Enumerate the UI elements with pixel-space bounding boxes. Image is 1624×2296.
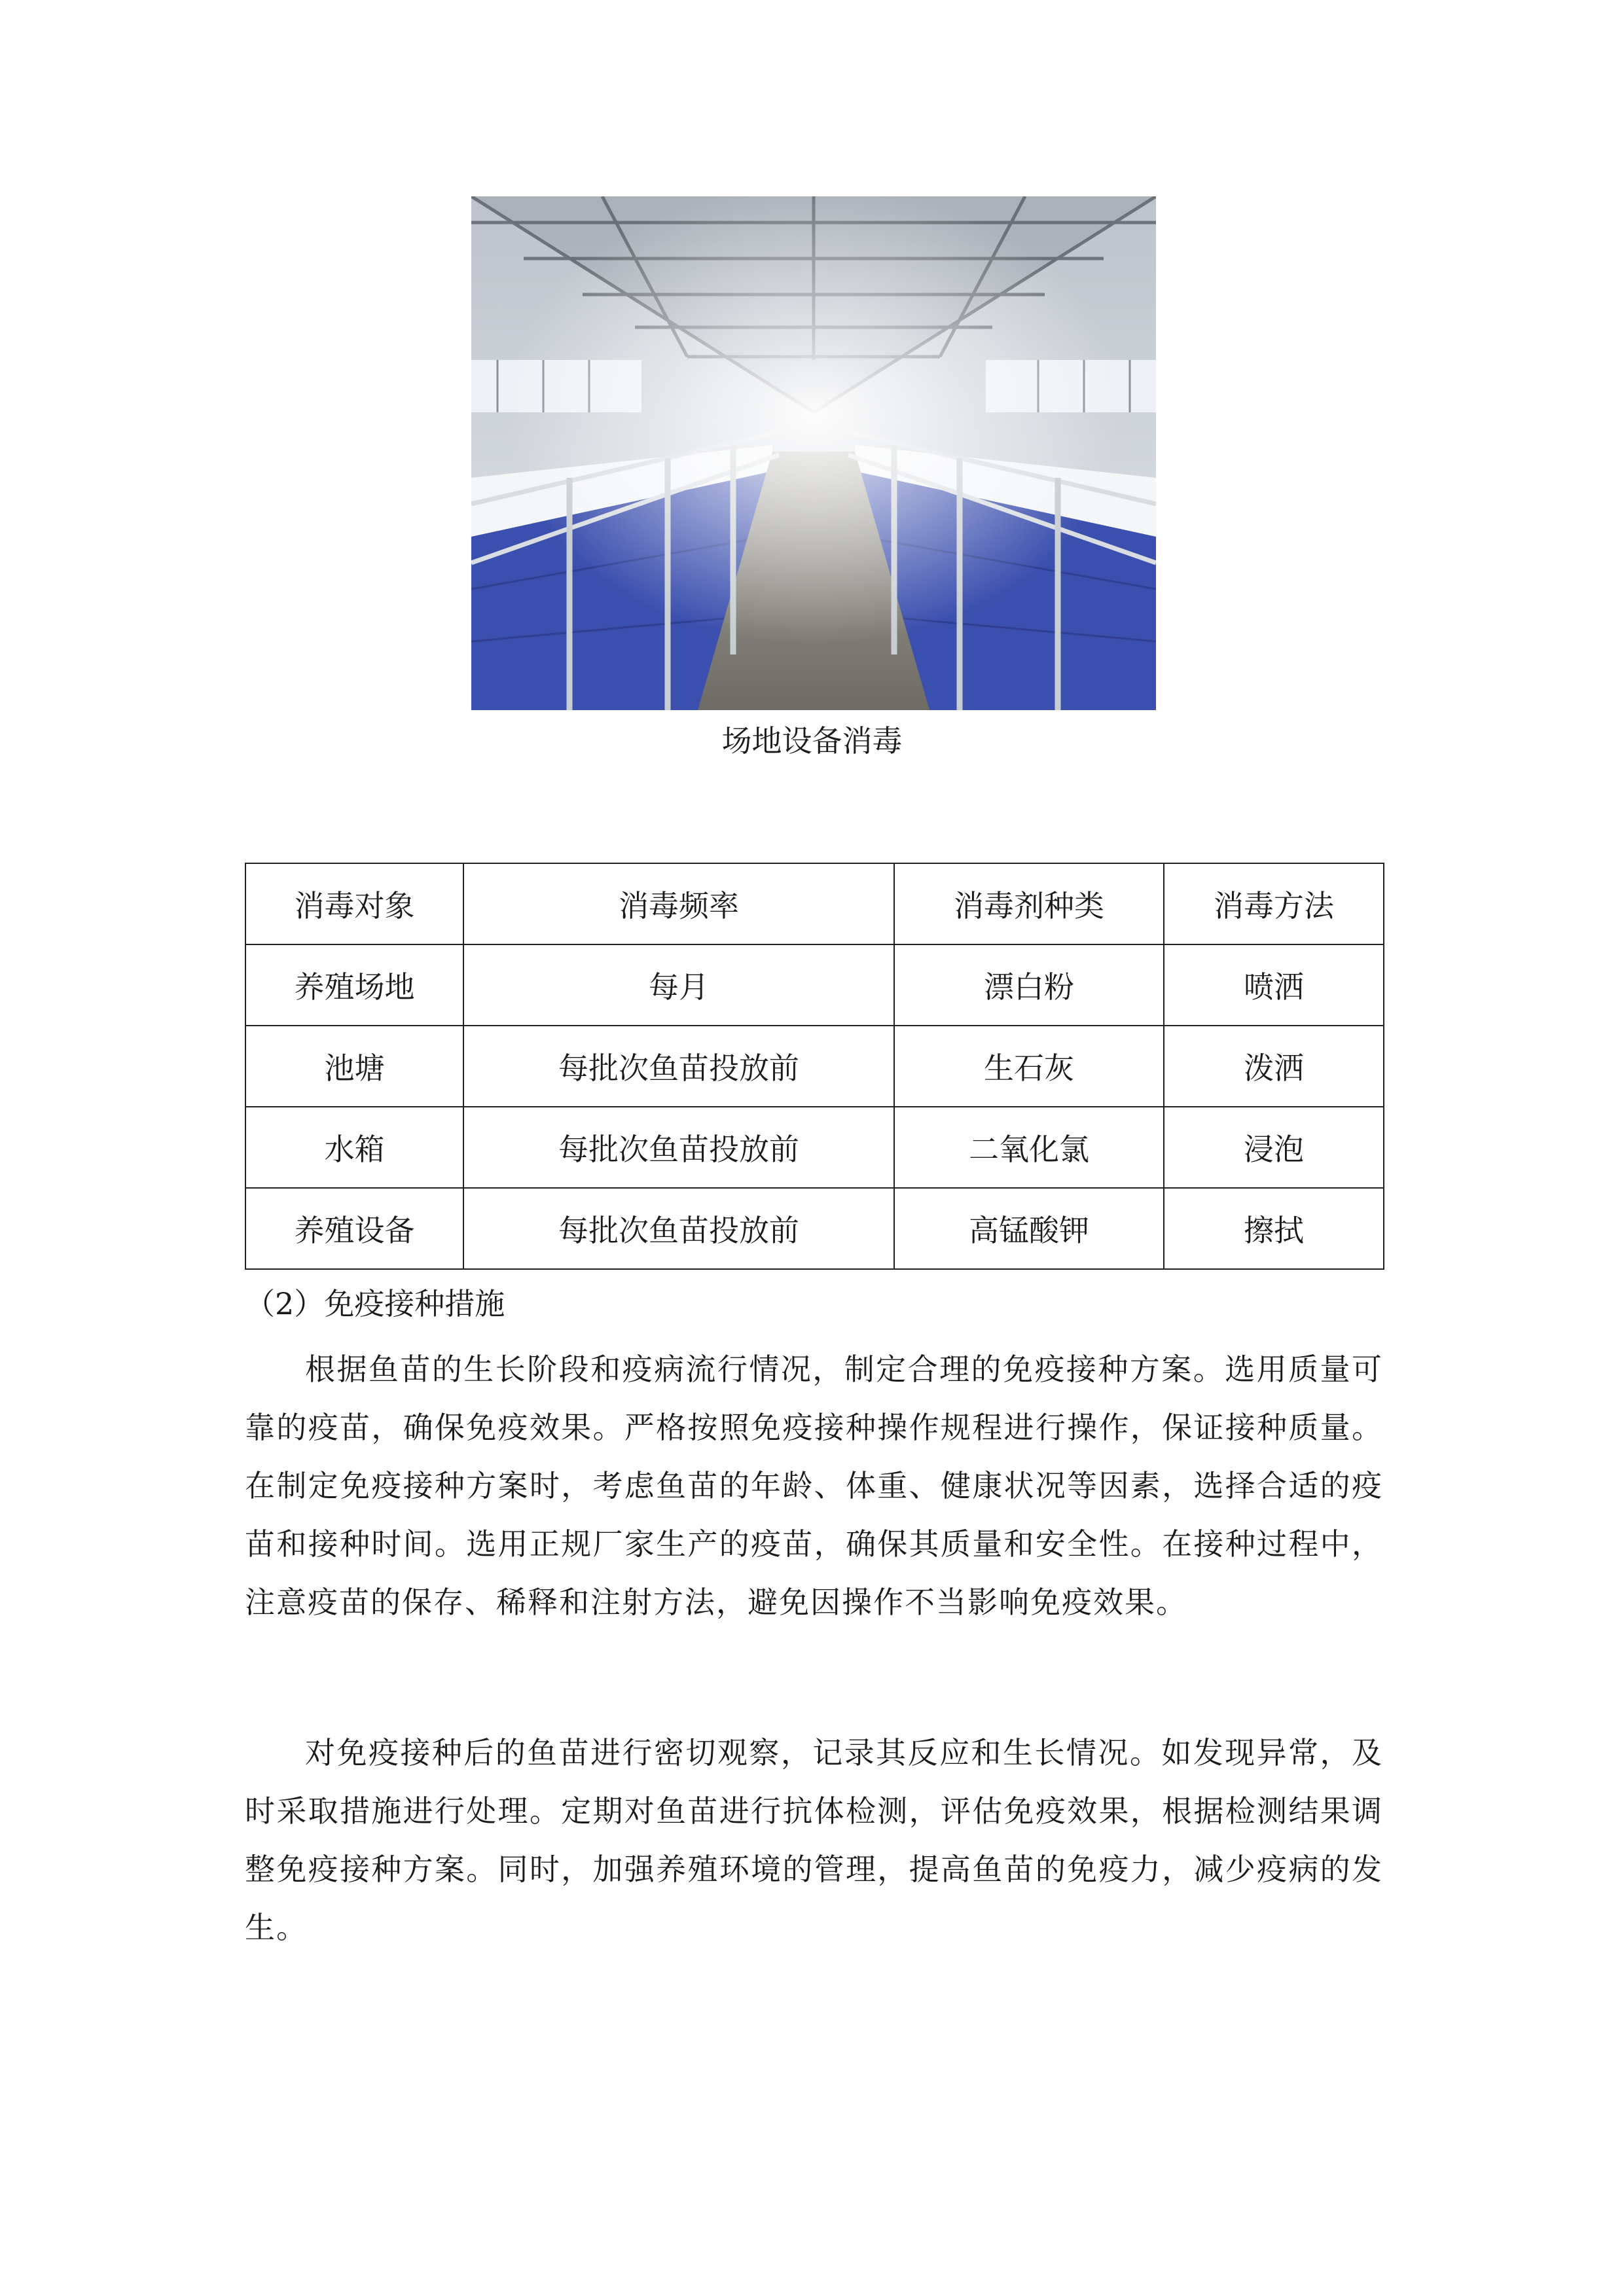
disinfection-table [245, 863, 1384, 1270]
disinfection-photo [471, 196, 1156, 710]
table-cell: 养殖场地 [245, 944, 463, 1026]
table-cell: 养殖设备 [245, 1188, 463, 1269]
section-heading: （2）免疫接种措施 [245, 1286, 505, 1321]
table-cell: 高锰酸钾 [894, 1188, 1164, 1269]
figure-caption: 场地设备消毒 [721, 723, 903, 759]
table-cell: 每批次鱼苗投放前 [463, 1188, 894, 1269]
table-cell: 每批次鱼苗投放前 [463, 1107, 894, 1188]
table-cell: 浸泡 [1164, 1107, 1384, 1188]
table-row [245, 1026, 1384, 1107]
table-cell: 二氧化氯 [894, 1107, 1164, 1188]
body-paragraph: 根据鱼苗的生长阶段和疫病流行情况，制定合理的免疫接种方案。选用质量可靠的疫苗，确保免疫效果。严格按照免疫接种操作规程进行操作，保证接种质量。在制定免疫接种方案时，考虑鱼苗的年龄、体重、健康状况等因素，选择合适的疫苗和接种时间。选用正规厂家生产的疫苗，确保其质量和安全性。在接种过程中，注意疫苗的保存、稀释和注射方法，避免因操作不当影响免疫效果。 [245, 1352, 1383, 1620]
table-row [245, 944, 1384, 1026]
table-header-row [245, 863, 1384, 944]
table-cell: 擦拭 [1164, 1188, 1384, 1269]
table-header-cell: 消毒对象 [245, 863, 463, 944]
table-cell: 每批次鱼苗投放前 [463, 1026, 894, 1107]
table-cell: 喷洒 [1164, 944, 1384, 1026]
table-cell: 泼洒 [1164, 1026, 1384, 1107]
table-cell: 每月 [463, 944, 894, 1026]
table-header-cell: 消毒方法 [1164, 863, 1384, 944]
table-cell: 生石灰 [894, 1026, 1164, 1107]
table-cell: 水箱 [245, 1107, 463, 1188]
body-paragraph: 对免疫接种后的鱼苗进行密切观察，记录其反应和生长情况。如发现异常，及时采取措施进行处理。定期对鱼苗进行抗体检测，评估免疫效果，根据检测结果调整免疫接种方案。同时，加强养殖环境的管理，提高鱼苗的免疫力，减少疫病的发生。 [245, 1735, 1383, 1945]
table-header-cell: 消毒频率 [463, 863, 894, 944]
table-cell: 漂白粉 [894, 944, 1164, 1026]
table-header-cell: 消毒剂种类 [894, 863, 1164, 944]
table-row [245, 1107, 1384, 1188]
table-row [245, 1188, 1384, 1269]
table-cell: 池塘 [245, 1026, 463, 1107]
